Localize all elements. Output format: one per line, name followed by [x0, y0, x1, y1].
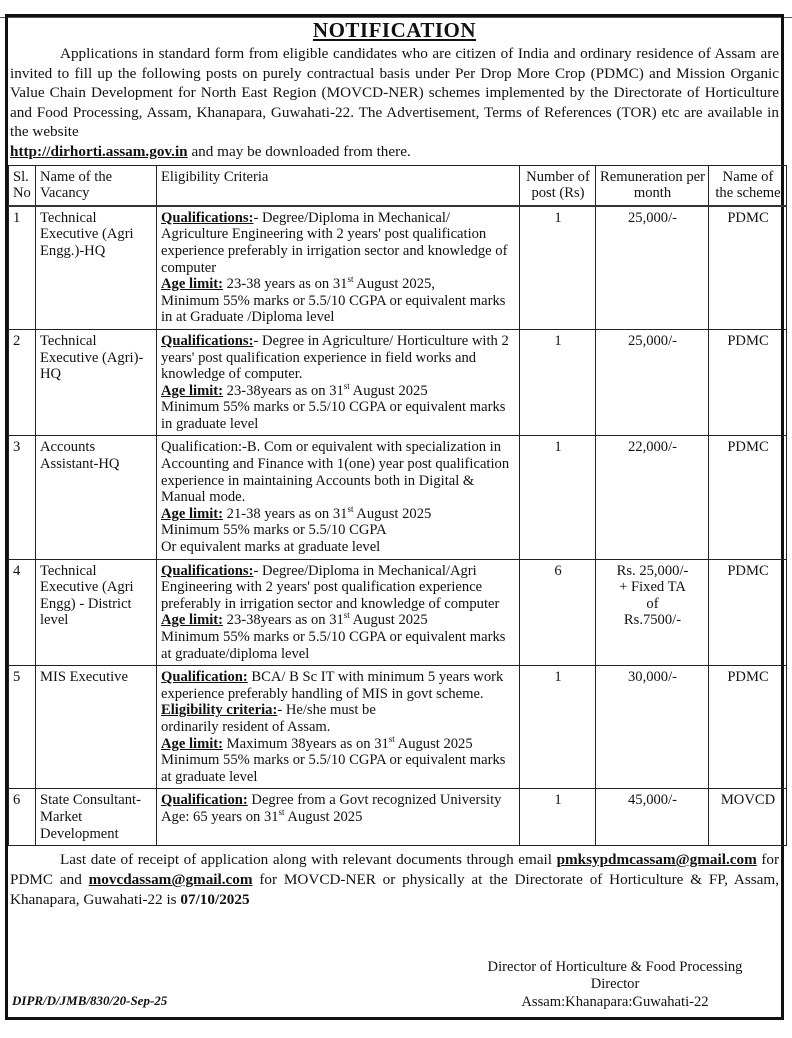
cell-eligibility: Qualification:-B. Com or equivalent with specialization in Accounting and Finance with 1(one) year post qualification experience in maintaining Accounts both in Digital & Manual mode. Age limit: 21-38 years as on 31st August 2025 Minimum 55% marks or 5.5/10 CGPA Or equivalent marks at graduate level	[157, 436, 520, 559]
cell-vacancy-name: Technical Executive (Agri)-HQ	[36, 329, 157, 436]
email-movcd-link[interactable]: movcdassam@gmail.com	[88, 871, 253, 889]
footer-text-1: Last date of receipt of application along with relevant documents through email	[60, 851, 552, 869]
cell-remuneration: 25,000/-	[596, 206, 709, 330]
cell-vacancy-name: State Consultant-Market Development	[36, 789, 157, 846]
cell-sl: 3	[9, 436, 36, 559]
table-row	[9, 329, 787, 436]
cell-eligibility: Qualifications:- Degree/Diploma in Mechanical/ Agriculture Engineering with 2 years' post qualification experience preferably in irrigation sector and knowledge of computer Age limit: 23-38 years as on 31st August 2025, Minimum 55% marks or 5.5/10 CGPA or equivalent marks in at Graduate /Diploma level	[157, 206, 520, 330]
cell-eligibility: Qualification: Degree from a Govt recognized University Age: 65 years on 31st August 2025	[157, 789, 520, 846]
cell-sl: 5	[9, 666, 36, 789]
last-date: 07/10/2025	[180, 891, 250, 909]
footer-paragraph	[10, 850, 779, 910]
table-header-row	[9, 165, 787, 206]
cell-scheme: MOVCD	[709, 789, 787, 846]
cell-scheme: PDMC	[709, 559, 787, 666]
cell-sl: 1	[9, 206, 36, 330]
signature-line-1: Director of Horticulture & Food Processing	[487, 958, 743, 975]
cell-sl: 4	[9, 559, 36, 666]
footer-text-2: for PDMC and	[10, 851, 780, 889]
cell-eligibility: Qualifications:- Degree/Diploma in Mechanical/Agri Engineering with 2 years' post qualification experience preferably in irrigation sector and knowledge of computer Age limit: 23-38years as on 31st August 2025 Minimum 55% marks or 5.5/10 CGPA or equivalent marks at graduate/diploma level	[157, 559, 520, 666]
header-name: Name of the Vacancy	[36, 165, 157, 206]
reference-number: DIPR/D/JMB/830/20-Sep-25	[12, 993, 168, 1008]
cell-scheme: PDMC	[709, 436, 787, 559]
intro-text: Applications in standard form from eligible candidates who are citizen of India and ordinary residence of Assam are invited to fill up the following posts on purely contractual basis under Per Drop More Crop (PDMC) and Mission Organic Value Chain Development for North East Region (MOVCD-NER) schemes implemented by the Directorate of Horticulture and Food Processing, Assam, Khanapara, Guwahati-22. The Advertisement, Terms of References (TOR) etc are available in the website	[10, 45, 779, 141]
cell-scheme: PDMC	[709, 329, 787, 436]
bottom-row	[10, 949, 779, 1012]
notification-title: NOTIFICATION	[312, 18, 477, 42]
cell-vacancy-name: Accounts Assistant-HQ	[36, 436, 157, 559]
notification-frame	[5, 14, 784, 1020]
cell-vacancy-name: MIS Executive	[36, 666, 157, 789]
website-link[interactable]: http://dirhorti.assam.gov.in	[10, 142, 188, 160]
cell-posts: 1	[520, 436, 596, 559]
footer-text-3: for MOVCD-NER or physically at the Directorate of Horticulture & FP, Assam, Khanapara, Guwahati-22 is	[10, 871, 779, 909]
intro-paragraph	[10, 44, 779, 162]
table-row	[9, 559, 787, 666]
table-row	[9, 436, 787, 559]
header-remuneration: Remuneration per month	[596, 165, 709, 206]
cell-eligibility: Qualifications:- Degree in Agriculture/ Horticulture with 2 years' post qualification experience in field works and knowledge of computer. Age limit: 23-38years as on 31st August 2025 Minimum 55% marks or 5.5/10 CGPA or equivalent marks in graduate level	[157, 329, 520, 436]
cell-posts: 6	[520, 559, 596, 666]
cell-sl: 2	[9, 329, 36, 436]
email-pdmc-link[interactable]: pmksypdmcassam@gmail.com	[556, 851, 757, 869]
signature-line-2: Director	[590, 976, 640, 992]
table-row	[9, 666, 787, 789]
table-row	[9, 206, 787, 330]
header-eligibility: Eligibility Criteria	[157, 165, 520, 206]
intro-suffix: and may be downloaded from there.	[191, 142, 411, 160]
cell-eligibility: Qualification: BCA/ B Sc IT with minimum 5 years work experience preferably handling of MIS in govt scheme. Eligibility criteria:- He/she must be ordinarily resident of Assam. Age limit: Maximum 38years as on 31st August 2025 Minimum 55% marks or 5.5/10 CGPA or equivalent marks at graduate level	[157, 666, 520, 789]
cell-sl: 6	[9, 789, 36, 846]
cell-remuneration: 22,000/-	[596, 436, 709, 559]
cell-remuneration: 25,000/-	[596, 329, 709, 436]
cell-posts: 1	[520, 666, 596, 789]
cell-posts: 1	[520, 789, 596, 846]
cell-remuneration: Rs. 25,000/- + Fixed TA of Rs.7500/-	[596, 559, 709, 666]
cell-posts: 1	[520, 206, 596, 330]
vacancy-table	[8, 165, 787, 847]
cell-remuneration: 30,000/-	[596, 666, 709, 789]
cell-scheme: PDMC	[709, 666, 787, 789]
header-posts: Number of post (Rs)	[520, 165, 596, 206]
cell-posts: 1	[520, 329, 596, 436]
signature-block	[465, 959, 765, 1012]
signature-line-3: Assam:Khanapara:Guwahati-22	[521, 993, 709, 1010]
cell-vacancy-name: Technical Executive (Agri Engg) - District level	[36, 559, 157, 666]
header-scheme: Name of the scheme	[709, 165, 787, 206]
cell-remuneration: 45,000/-	[596, 789, 709, 846]
table-row	[9, 789, 787, 846]
header-sl: Sl. No	[9, 165, 36, 206]
cell-vacancy-name: Technical Executive (Agri Engg.)-HQ	[36, 206, 157, 330]
cell-scheme: PDMC	[709, 206, 787, 330]
